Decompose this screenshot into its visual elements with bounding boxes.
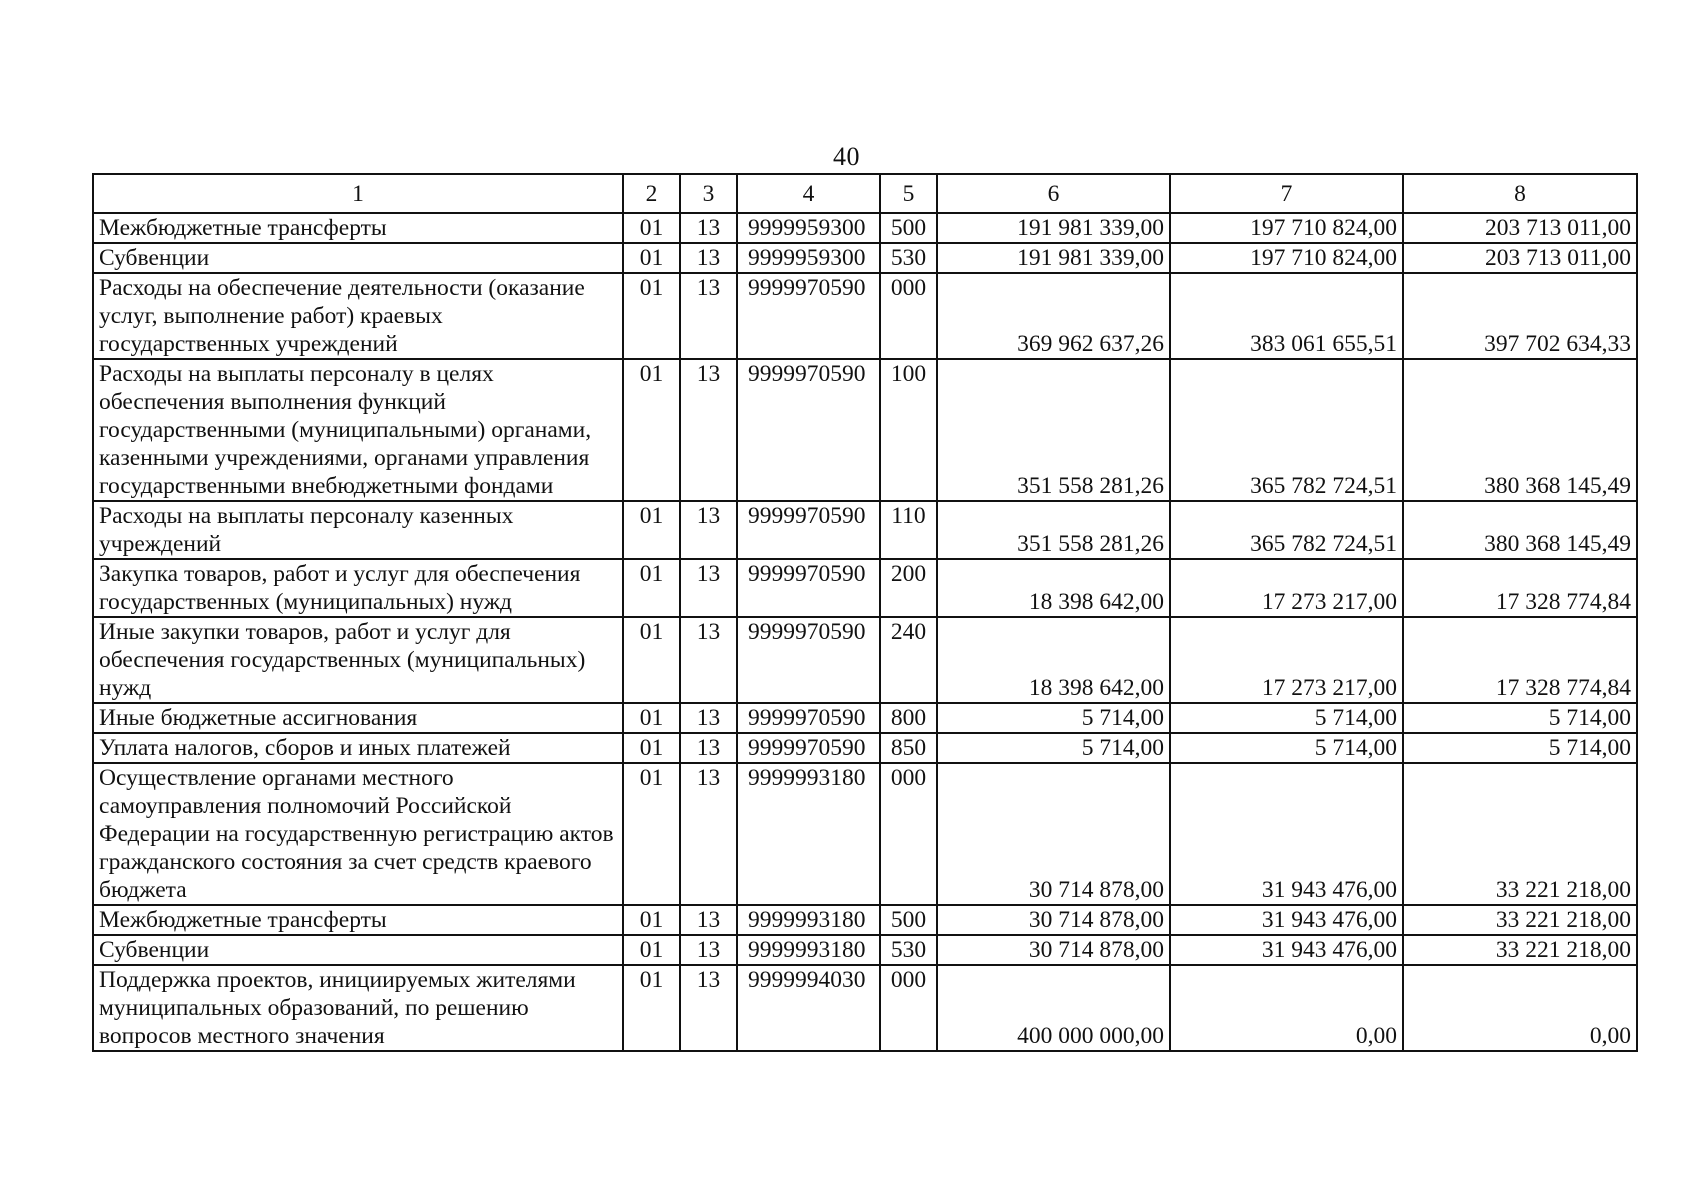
table-row — [93, 703, 1637, 733]
row-amount-col7: 5 714,00 — [1170, 733, 1403, 763]
row-subsection-code: 13 — [680, 359, 737, 501]
row-amount-col7: 17 273 217,00 — [1170, 617, 1403, 703]
table-row — [93, 617, 1637, 703]
row-name: Иные бюджетные ассигнования — [93, 703, 623, 733]
row-amount-col8: 33 221 218,00 — [1403, 905, 1637, 935]
row-subsection-code: 13 — [680, 501, 737, 559]
row-section-code: 01 — [623, 733, 680, 763]
row-target-code: 9999959300 — [737, 243, 880, 273]
row-target-code: 9999970590 — [737, 501, 880, 559]
row-name: Поддержка проектов, инициируемых жителями муниципальных образований, по решению вопросов местного значения — [93, 965, 623, 1051]
row-target-code: 9999993180 — [737, 935, 880, 965]
row-amount-col7: 383 061 655,51 — [1170, 273, 1403, 359]
row-expense-type-code: 530 — [880, 243, 937, 273]
table-row — [93, 763, 1637, 905]
row-amount-col7: 365 782 724,51 — [1170, 501, 1403, 559]
row-expense-type-code: 000 — [880, 763, 937, 905]
row-name: Субвенции — [93, 935, 623, 965]
row-amount-col7: 197 710 824,00 — [1170, 243, 1403, 273]
column-header: 8 — [1403, 174, 1637, 213]
row-amount-col6: 351 558 281,26 — [937, 501, 1170, 559]
row-amount-col7: 31 943 476,00 — [1170, 935, 1403, 965]
row-section-code: 01 — [623, 965, 680, 1051]
row-name: Расходы на обеспечение деятельности (оказание услуг, выполнение работ) краевых государственных учреждений — [93, 273, 623, 359]
row-target-code: 9999970590 — [737, 617, 880, 703]
table-row — [93, 935, 1637, 965]
row-amount-col6: 191 981 339,00 — [937, 213, 1170, 243]
table-row — [93, 359, 1637, 501]
table-row — [93, 501, 1637, 559]
row-section-code: 01 — [623, 501, 680, 559]
row-amount-col6: 5 714,00 — [937, 703, 1170, 733]
table-row — [93, 273, 1637, 359]
table-header-row — [93, 174, 1637, 213]
row-expense-type-code: 100 — [880, 359, 937, 501]
row-section-code: 01 — [623, 559, 680, 617]
row-name: Межбюджетные трансферты — [93, 213, 623, 243]
row-amount-col8: 5 714,00 — [1403, 703, 1637, 733]
row-amount-col6: 400 000 000,00 — [937, 965, 1170, 1051]
row-amount-col7: 31 943 476,00 — [1170, 763, 1403, 905]
row-subsection-code: 13 — [680, 559, 737, 617]
table-row — [93, 905, 1637, 935]
row-amount-col7: 17 273 217,00 — [1170, 559, 1403, 617]
row-name: Расходы на выплаты персоналу казенных учреждений — [93, 501, 623, 559]
row-name: Уплата налогов, сборов и иных платежей — [93, 733, 623, 763]
row-expense-type-code: 800 — [880, 703, 937, 733]
row-expense-type-code: 000 — [880, 273, 937, 359]
row-amount-col6: 18 398 642,00 — [937, 559, 1170, 617]
row-name: Межбюджетные трансферты — [93, 905, 623, 935]
row-amount-col6: 18 398 642,00 — [937, 617, 1170, 703]
row-amount-col8: 397 702 634,33 — [1403, 273, 1637, 359]
row-amount-col7: 197 710 824,00 — [1170, 213, 1403, 243]
row-subsection-code: 13 — [680, 905, 737, 935]
row-subsection-code: 13 — [680, 243, 737, 273]
row-subsection-code: 13 — [680, 213, 737, 243]
row-name: Закупка товаров, работ и услуг для обеспечения государственных (муниципальных) нужд — [93, 559, 623, 617]
row-amount-col8: 203 713 011,00 — [1403, 213, 1637, 243]
row-name: Расходы на выплаты персоналу в целях обеспечения выполнения функций государственными (муниципальными) органами, казенными учреждениями, органами управления государственными внебюджетными фондами — [93, 359, 623, 501]
column-header: 1 — [93, 174, 623, 213]
table-row — [93, 213, 1637, 243]
row-amount-col8: 380 368 145,49 — [1403, 359, 1637, 501]
column-header: 3 — [680, 174, 737, 213]
row-name: Осуществление органами местного самоуправления полномочий Российской Федерации на государственную регистрацию актов гражданского состояния за счет средств краевого бюджета — [93, 763, 623, 905]
column-header: 2 — [623, 174, 680, 213]
row-amount-col8: 17 328 774,84 — [1403, 559, 1637, 617]
row-section-code: 01 — [623, 213, 680, 243]
row-amount-col6: 30 714 878,00 — [937, 763, 1170, 905]
row-subsection-code: 13 — [680, 703, 737, 733]
row-section-code: 01 — [623, 703, 680, 733]
column-header: 6 — [937, 174, 1170, 213]
row-subsection-code: 13 — [680, 273, 737, 359]
row-amount-col6: 191 981 339,00 — [937, 243, 1170, 273]
row-amount-col8: 5 714,00 — [1403, 733, 1637, 763]
row-expense-type-code: 000 — [880, 965, 937, 1051]
row-amount-col6: 30 714 878,00 — [937, 935, 1170, 965]
row-amount-col7: 5 714,00 — [1170, 703, 1403, 733]
row-expense-type-code: 240 — [880, 617, 937, 703]
row-amount-col8: 33 221 218,00 — [1403, 763, 1637, 905]
row-amount-col6: 30 714 878,00 — [937, 905, 1170, 935]
table-row — [93, 559, 1637, 617]
row-expense-type-code: 530 — [880, 935, 937, 965]
row-amount-col7: 31 943 476,00 — [1170, 905, 1403, 935]
row-subsection-code: 13 — [680, 965, 737, 1051]
row-section-code: 01 — [623, 935, 680, 965]
row-name: Иные закупки товаров, работ и услуг для обеспечения государственных (муниципальных) нужд — [93, 617, 623, 703]
row-subsection-code: 13 — [680, 763, 737, 905]
table-row — [93, 733, 1637, 763]
row-amount-col6: 351 558 281,26 — [937, 359, 1170, 501]
row-amount-col6: 5 714,00 — [937, 733, 1170, 763]
row-section-code: 01 — [623, 617, 680, 703]
row-section-code: 01 — [623, 763, 680, 905]
column-header: 7 — [1170, 174, 1403, 213]
row-target-code: 9999970590 — [737, 733, 880, 763]
row-target-code: 9999993180 — [737, 905, 880, 935]
row-section-code: 01 — [623, 243, 680, 273]
row-expense-type-code: 850 — [880, 733, 937, 763]
row-target-code: 9999970590 — [737, 559, 880, 617]
row-amount-col8: 17 328 774,84 — [1403, 617, 1637, 703]
row-subsection-code: 13 — [680, 617, 737, 703]
row-section-code: 01 — [623, 905, 680, 935]
row-target-code: 9999959300 — [737, 213, 880, 243]
row-target-code: 9999970590 — [737, 273, 880, 359]
row-name: Субвенции — [93, 243, 623, 273]
table-row — [93, 965, 1637, 1051]
row-target-code: 9999994030 — [737, 965, 880, 1051]
row-subsection-code: 13 — [680, 733, 737, 763]
column-header: 5 — [880, 174, 937, 213]
budget-table — [92, 173, 1638, 1052]
row-target-code: 9999970590 — [737, 359, 880, 501]
row-amount-col8: 0,00 — [1403, 965, 1637, 1051]
row-target-code: 9999970590 — [737, 703, 880, 733]
row-amount-col6: 369 962 637,26 — [937, 273, 1170, 359]
row-amount-col8: 203 713 011,00 — [1403, 243, 1637, 273]
row-subsection-code: 13 — [680, 935, 737, 965]
row-expense-type-code: 110 — [880, 501, 937, 559]
row-amount-col8: 33 221 218,00 — [1403, 935, 1637, 965]
column-header: 4 — [737, 174, 880, 213]
row-section-code: 01 — [623, 273, 680, 359]
row-expense-type-code: 200 — [880, 559, 937, 617]
table-row — [93, 243, 1637, 273]
row-amount-col7: 0,00 — [1170, 965, 1403, 1051]
row-section-code: 01 — [623, 359, 680, 501]
page-number: 40 — [833, 142, 860, 171]
row-expense-type-code: 500 — [880, 213, 937, 243]
row-amount-col7: 365 782 724,51 — [1170, 359, 1403, 501]
row-target-code: 9999993180 — [737, 763, 880, 905]
row-expense-type-code: 500 — [880, 905, 937, 935]
row-amount-col8: 380 368 145,49 — [1403, 501, 1637, 559]
